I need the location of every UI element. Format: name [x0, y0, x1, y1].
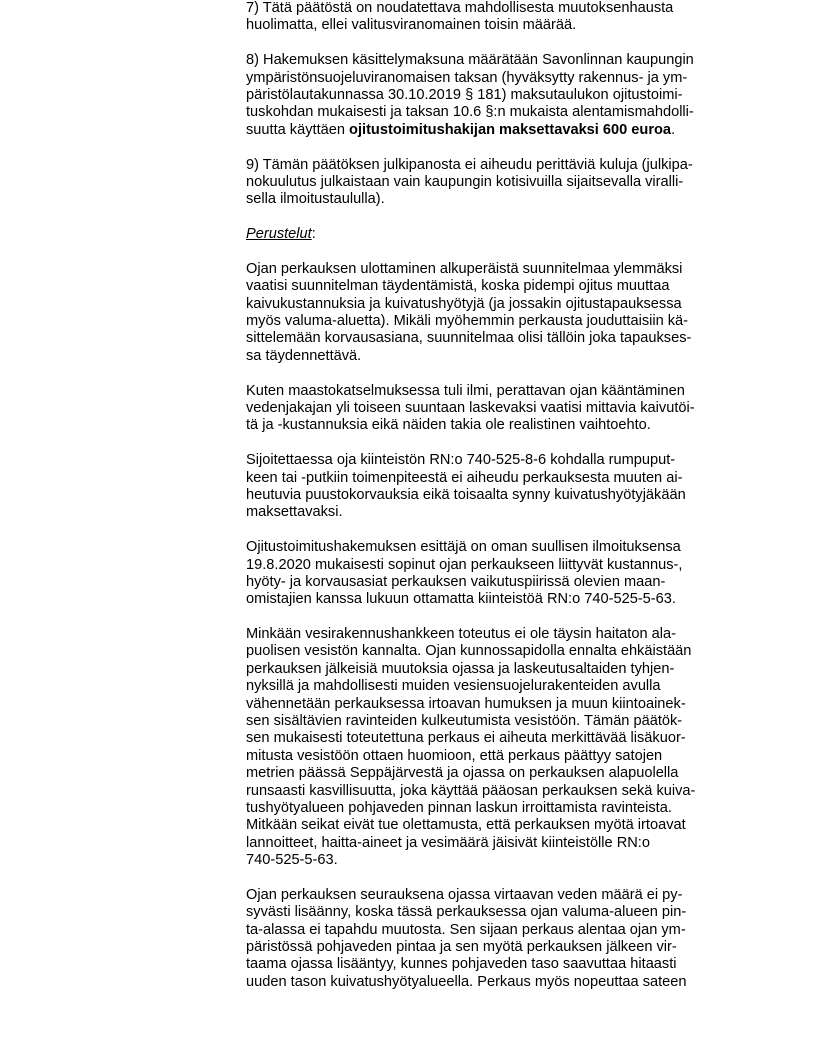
- section-heading: [246, 226, 746, 243]
- text-line: ta-alassa ei tapahdu muutosta. Sen sijaan perkaus alentaa ojan ym-: [246, 921, 686, 938]
- paragraph-spacer: [246, 365, 746, 382]
- text-line: uuden tason kuivatushyötyalueella. Perkaus myös nopeuttaa sateen: [246, 973, 687, 990]
- paragraph-spacer: [246, 435, 746, 452]
- paragraph: [246, 887, 746, 991]
- text-line: omistajien kanssa lukuun ottamatta kiinteistöä RN:o 740-525-5-63.: [246, 591, 676, 608]
- text-line: syvästi lisäänny, koska tässä perkauksessa ojan valuma-alueen pin-: [246, 904, 687, 921]
- text-line: 7) Tätä päätöstä on noudatettava mahdollisesta muutoksenhausta: [246, 0, 674, 16]
- text-line: päristölautakunnassa 30.10.2019 § 181) maksutaulukon ojitustoimi-: [246, 86, 683, 103]
- text-line: vaatisi suunnitelman täydentämistä, koska pidempi ojitus muuttaa: [246, 278, 670, 295]
- heading-text: Perustelut: [246, 226, 312, 243]
- paragraph-spacer: [246, 35, 746, 52]
- text-line: Minkään vesirakennushankkeen toteutus ei ole täysin haitaton ala-: [246, 626, 676, 643]
- text-line: mitusta vesistöön ottaen huomioon, että perkaus päättyy satojen: [246, 747, 663, 764]
- paragraph: [246, 52, 746, 139]
- text-line: perkauksen jälkeisiä muutoksia ojassa ja laskeutusaltaiden tyhjen-: [246, 660, 675, 677]
- text-line: sen sisältävien ravinteiden kulkeutumista vesistöön. Tämän päätök-: [246, 713, 683, 730]
- paragraph: [246, 383, 746, 435]
- text-line: 740-525-5-63.: [246, 852, 338, 869]
- text-line: Kuten maastokatselmuksessa tuli ilmi, perattavan ojan kääntäminen: [246, 382, 685, 399]
- text-line: taama ojassa lisääntyy, kunnes pohjaveden taso saavuttaa hitaasti: [246, 956, 677, 973]
- text-line: vähennetään perkauksessa irtoavan humuksen ja muun kiintoainek-: [246, 695, 686, 712]
- paragraph: [246, 0, 746, 35]
- paragraph-spacer: [246, 209, 746, 226]
- text-line: nokuulutus julkaistaan vain kaupungin kotisivuilla sijaitsevalla viralli-: [246, 173, 684, 190]
- paragraph: [246, 261, 746, 365]
- text-line: Mitkään seikat eivät tue olettamusta, että perkauksen myötä irtoavat: [246, 817, 686, 834]
- text-line: kaivukustannuksia ja kuivatushyötyjä (ja jossakin ojitustapauksessa: [246, 295, 682, 312]
- text-line: runsaasti kasvillisuutta, joka käyttää pääosan perkauksen sekä kuiva-: [246, 782, 696, 799]
- text-line: 19.8.2020 mukaisesti sopinut ojan perkaukseen liittyvät kustannus-,: [246, 556, 683, 573]
- paragraph-spacer: [246, 870, 746, 887]
- paragraph: [246, 539, 746, 609]
- text-line: vedenjakajan yli toiseen suuntaan laskevaksi vaatisi mittavia kaivutöi-: [246, 399, 695, 416]
- text-line: tuskohdan mukaisesti ja taksan 10.6 §:n mukaista alentamismahdolli-: [246, 104, 694, 121]
- text-line: sittelemään korvausasiana, suunnitelmaa olisi tällöin joka tapaukses-: [246, 330, 692, 347]
- text-line: [246, 122, 746, 139]
- text-line: ympäristönsuojeluviranomaisen taksan (hyväksytty rakennus- ja ym-: [246, 69, 688, 86]
- paragraph-spacer: [246, 139, 746, 156]
- text-line: hyöty- ja korvausasiat perkauksen vaikutuspiirissä olevien maan-: [246, 573, 666, 590]
- text-line: päristössä pohjaveden pintaa ja sen myötä perkauksen jälkeen vir-: [246, 939, 677, 956]
- text-line: lannoitteet, haitta-aineet ja vesimäärä jäisivät kiinteistölle RN:o: [246, 834, 650, 851]
- text-line: 9) Tämän päätöksen julkipanosta ei aiheudu perittäviä kuluja (julkipa-: [246, 156, 693, 173]
- text-line: sen mukaisesti toteutettuna perkaus ei aiheuta merkittävää lisäkuor-: [246, 730, 686, 747]
- text-line: sella ilmoitustaululla).: [246, 191, 385, 208]
- text-line: 8) Hakemuksen käsittelymaksuna määrätään Savonlinnan kaupungin: [246, 52, 694, 69]
- paragraph-spacer: [246, 609, 746, 626]
- paragraph-spacer: [246, 243, 746, 260]
- bold-text: ojitustoimitushakijan maksettavaksi 600 euroa: [349, 121, 672, 138]
- heading-line: [246, 226, 746, 243]
- text-line: maksettavaksi.: [246, 504, 343, 521]
- text-line: Ojan perkauksen ulottaminen alkuperäistä suunnitelmaa ylemmäksi: [246, 260, 683, 277]
- paragraph: [246, 452, 746, 522]
- heading-suffix: :: [311, 226, 316, 243]
- text-line: tushyötyalueen pohjaveden pinnan laskun irroittamista ravinteista.: [246, 799, 672, 816]
- paragraph: [246, 157, 746, 209]
- text-run: suutta käyttäen: [246, 121, 350, 138]
- text-line: tä ja -kustannuksia eikä näiden takia ole realistinen vaihtoehto.: [246, 417, 651, 434]
- text-line: sa täydennettävä.: [246, 347, 362, 364]
- text-line: puolisen vesistön kannalta. Ojan kunnossapidolla ennalta ehkäistään: [246, 643, 692, 660]
- text-line: myös valuma-aluetta). Mikäli myöhemmin perkausta jouduttaisiin kä-: [246, 313, 689, 330]
- text-line: huolimatta, ellei valitusviranomainen toisin määrää.: [246, 17, 577, 34]
- text-line: keen tai -putkiin toimenpiteestä ei aiheudu perkauksesta muuten ai-: [246, 469, 683, 486]
- text-line: Sijoitettaessa oja kiinteistön RN:o 740-525-8-6 kohdalla rumpuput-: [246, 452, 676, 469]
- text-run: .: [671, 121, 676, 138]
- text-line: nyksillä ja mahdollisesti muiden vesiensuojelurakenteiden avulla: [246, 678, 661, 695]
- text-line: heutuvia puustokorvauksia eikä toisaalta synny kuivatushyötyjäkään: [246, 486, 686, 503]
- text-line: Ojitustoimitushakemuksen esittäjä on oman suullisen ilmoituksensa: [246, 539, 681, 556]
- text-line: metrien päässä Seppäjärvestä ja ojassa on perkauksen alapuolella: [246, 765, 679, 782]
- document-page: [246, 0, 746, 991]
- paragraph-spacer: [246, 522, 746, 539]
- text-line: Ojan perkauksen seurauksena ojassa virtaavan veden määrä ei py-: [246, 886, 683, 903]
- paragraph: [246, 626, 746, 869]
